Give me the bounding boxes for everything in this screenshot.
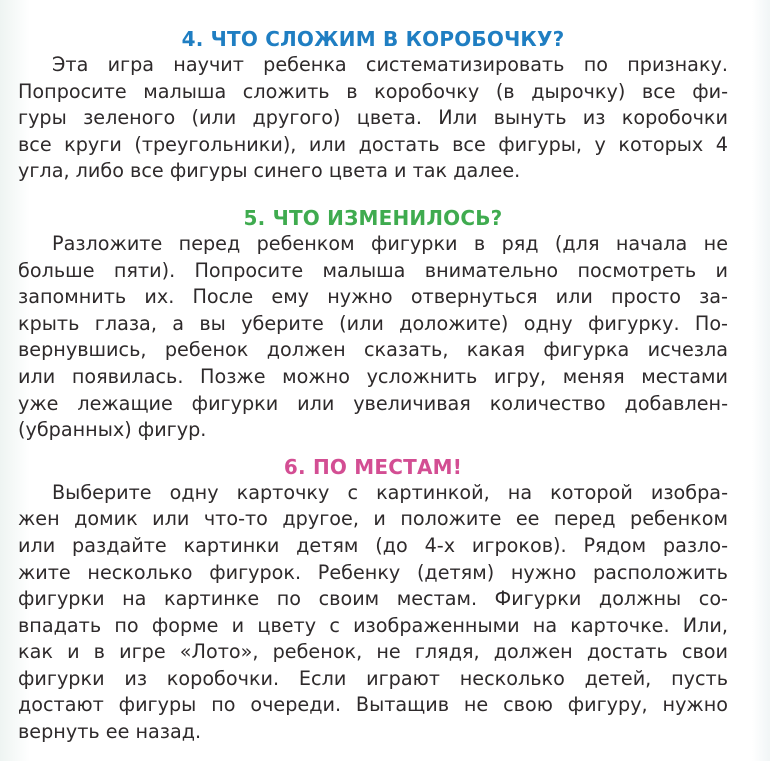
- text-line: Эта игра научит ребенка систематизировать по признаку.: [52, 53, 728, 76]
- text-line: больше пяти). Попросите малыша внимательно посмотреть и: [18, 258, 728, 282]
- text-line: Разложите перед ребенком фигурки в ряд (для начала не: [52, 231, 728, 255]
- text-line: крыть глаза, а вы уберите (или доложите) одну фигурку. По-: [18, 311, 728, 335]
- section-what-to-put-in-box: [18, 26, 728, 185]
- section-heading: 6. ПО МЕСТАМ!: [283, 454, 463, 479]
- text-line: вернуть ее назад.: [18, 720, 202, 744]
- section-heading: 4. ЧТО СЛОЖИМ В КОРОБОЧКУ?: [181, 27, 565, 51]
- page-edge-right: [752, 0, 770, 761]
- section-what-changed: [18, 205, 728, 444]
- text-line: Попросите малыша сложить в коробочку (в дырочку) все фи-: [18, 79, 728, 103]
- section-body: [18, 52, 728, 185]
- text-line: фигурки из коробочки. Если играют несколько детей, пусть: [18, 666, 728, 690]
- text-line: угла, либо все фигуры синего цвета и так далее.: [18, 159, 521, 183]
- text-line: гуры зеленого (или другого) цвета. Или вынуть из коробочки: [18, 106, 728, 130]
- text-line: фигурки на картинке по своим местам. Фигурки должны со-: [18, 587, 728, 611]
- text-line: жен домик или что-то другое, и положите ее перед ребенком: [18, 507, 728, 531]
- section-to-places: [18, 454, 728, 746]
- section-body: [18, 231, 728, 444]
- document-page: [18, 26, 728, 746]
- text-line: или появилась. Позже можно усложнить игру, меняя местами: [18, 364, 728, 388]
- section-heading: 5. ЧТО ИЗМЕНИЛОСЬ?: [243, 205, 503, 230]
- text-line: уже лежащие фигурки или увеличивая количество добавлен-: [18, 391, 728, 415]
- text-line: (убранных) фигур.: [18, 418, 207, 442]
- text-line: как и в игре «Лото», ребенок, не глядя, должен достать свои: [18, 640, 728, 664]
- text-line: жите несколько фигурок. Ребенку (детям) нужно расположить: [18, 560, 728, 584]
- text-line: впадать по форме и цвету с изображенными на карточке. Или,: [18, 613, 728, 637]
- text-line: вернувшись, ребенок должен сказать, какая фигурка исчезла: [18, 338, 728, 362]
- text-line: Выберите одну карточку с картинкой, на которой изобра-: [52, 480, 728, 504]
- text-line: достают фигуры по очереди. Вытащив не свою фигуру, нужно: [18, 693, 728, 717]
- text-line: запомнить их. После ему нужно отвернуться или просто за-: [18, 285, 728, 309]
- text-line: или раздайте картинки детям (до 4-х игроков). Рядом разло-: [18, 533, 728, 557]
- section-body: [18, 480, 728, 746]
- text-line: все круги (треугольники), или достать все фигуры, у которых 4: [18, 132, 728, 156]
